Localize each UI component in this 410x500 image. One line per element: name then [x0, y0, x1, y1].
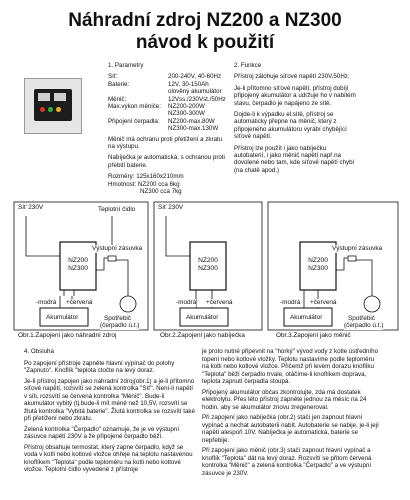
diagram1-pump-sublabel: (čerpadlo ú.t.) [100, 322, 140, 329]
diagram3-battery-label: Akumulátor [290, 314, 323, 321]
section-parameters: 1. Parametry Síť: 200-240V, 40-60Hz Baterie: 12V, 30-150Ah olověný akumulátor Měnič: 12Vss./230Vst./50Hz Max.výkon měniče: NZ200-200W NZ300-300W Připojení čerpadla: NZ200-max.80W NZ300-max.130W Měnič má ochranu proti přetížení a zkratu na výstupu. Nabíječka je automatická, s ochranou proti přebití baterie. Rozměry: 125x160x210mm Hmotnost: NZ200 cca 6kg NZ300 cca 7kg [108, 62, 228, 196]
diagram2-caption: Obr.2.Zapojení jako nabíječka [160, 332, 245, 339]
diagram3-plus-label: +červená [310, 299, 337, 306]
diagram2-battery-label: Akumulátor [186, 314, 219, 321]
diagram2-mains-label: Síť 230V [158, 204, 184, 211]
diagram2-mains-wire [166, 216, 190, 256]
section-operation-right: je proto nutné připevnit na "horký" vývod vody z kotle ústředního topení nebo kotlové vložky. Teplotu nastavíme podle teploměru na kotli nebo kotlové vložce. Přičemž při levém dorazu knoflíku "Teplota" běží čerpadlo trvale, otáčíme-li knoflíkem doprava, teplota zapnutí čerpadla stoupá. Připojený akumulátor občas zkontrolujte, zda má dostatek elektrolytu. Přes léto přístroj zapněte jednou za měsíc na 24 hodin, aby se akumulátor znovu zregeneroval. Při zapojení jako nabíječka (obr.2) stačí jen zapnout hlavní vypínač a nechat autobaterii nabít. Autobaterie se nabije, je-li její napětí alespoň 10V. Nabíječka je automatická, baterie se nepřebije. Při zapojení jako měnič (obr.3) stačí zapnout hlavní vypínač a knoflík "Teplota" dát na levý doraz. Rozsvítí se přitom červená kontrolka "Měnič" a zelená kontrolka "Čerpadlo" a ve výstupní zásuvce je 230V. [202, 348, 379, 477]
led-green-icon [48, 107, 53, 112]
diagram1-mains-wire [26, 216, 60, 256]
diagram1-minus-label: -modrá [36, 299, 57, 306]
wiring-diagrams [0, 200, 410, 340]
weight-text: Hmotnost: NZ200 cca 6kg [108, 180, 180, 188]
diagram3-unit-label: NZ200 NZ300 [308, 257, 328, 272]
diagram1-battery-label: Akumulátor [46, 314, 79, 321]
section-heading: 1. Parametry [108, 62, 144, 69]
diagram2-unit-label: NZ200 NZ300 [198, 257, 218, 272]
diagram1-thermostat-label: Teplotní čidlo [98, 206, 136, 213]
section-heading: 2. Funkce [234, 62, 262, 69]
diagram3-outlet-label: Výstupní zásuvka [332, 245, 383, 252]
diagram3-caption: Obr.3.Zapojení jako měnič [276, 332, 351, 339]
diagram2-plus-label: +červená [206, 299, 233, 306]
document-title: Náhradní zdroj NZ200 a NZ300 [68, 10, 342, 31]
diagram3-pump [364, 296, 380, 312]
document-subtitle: návod k použití [135, 32, 275, 53]
diagram1-mains-label: Síť 230V [18, 204, 44, 211]
diagram1-pump [120, 296, 136, 312]
diagram2-minus-label: -modrá [176, 299, 197, 306]
led-yellow-icon [56, 107, 61, 112]
product-photo [24, 78, 82, 134]
device-image [34, 89, 72, 121]
charging-text: Nabíječka je automatická, s ochranou proti přebití baterie. [108, 154, 225, 169]
diagram1-caption: Obr.1.Zapojení jako náhradní zdroj [18, 332, 117, 339]
protection-text: Měnič má ochranu proti přetížení a zkratu na výstupu. [108, 135, 223, 151]
diagram1-plus-label: +červená [66, 299, 93, 306]
section-heading: 4. Obsluha [24, 348, 54, 355]
diagram1-pump-label: Spotřebič [104, 315, 131, 322]
dimensions-text: Rozměry: 125x160x210mm [108, 173, 184, 181]
diagram1-unit-label: NZ200 NZ300 [68, 257, 88, 272]
diagram3-pump-wire [356, 260, 372, 296]
section-function: 2. Funkce Přístroj zálohuje síťové napětí 230V,50Hz. Je-li přítomno síťové napětí, přístroj dobíjí připojený akumulátor a udržuje ho v nabitém stavu, čerpadlo je napájeno ze sítě. Dojde-li k výpadku el.sítě, přístroj se automaticky přepne na měnič, který z připojeného akumulátoru vyrábí chybějící síťové napětí. Přístroj lze použít i jako nabíječku autobaterií, i jako měnič napětí např.na dovolené nebo tam, kde síťové napětí chybí (na chatě apod.) [234, 62, 356, 174]
diagram1-outlet-label: Výstupní zásuvka [92, 245, 143, 252]
diagram1-pump-wire [116, 260, 128, 296]
section-operation-left: 4. Obsluha Po zapojení přístroje zapněte hlavní vypínač do polohy "Zapnuto". Knoflík "teplota ctočte na levý doraz. Je-li přístroj zapojen jako náhradní zdroj(obr.1) a je-li přítomno síťové napětí, rozsvítí se zelená kontrolka "Síť". Není-li napětí v síti, rozsvítí se červená kontrolka "Měnič". Bude-li akumulátor vybitý (tj.bude-li mít méně než 10,5V, rozsvítí se žlutá kontrolka "Vybitá baterie". Žlutá kontrolka se rozsvítí také při přetížení nebo zkratu. Zelená kontrolka "Čerpadlo" oznamuje, že je ve výstupní zásuvce napětí 230V a že připojené čerpadlo běží. Přístroj obsahuje termostat, který zapne čerpadlo, když se voda v kotli nebo kotlové vložce ohřeje na teplotu nastavenou knoflíkem "Teplota" podle teploměru na kotli nebo kotlové vložce. Teplotní čidlo vyvedené z přístroje [24, 348, 195, 473]
led-red-icon [40, 107, 45, 112]
weight-text-2: NZ300 cca 7kg [140, 188, 182, 196]
diagram3-pump-sublabel: (čerpadlo ú.t.) [344, 322, 384, 329]
diagram3-minus-label: -modrá [280, 299, 301, 306]
diagram3-pump-label: Spotřebič [348, 315, 375, 322]
